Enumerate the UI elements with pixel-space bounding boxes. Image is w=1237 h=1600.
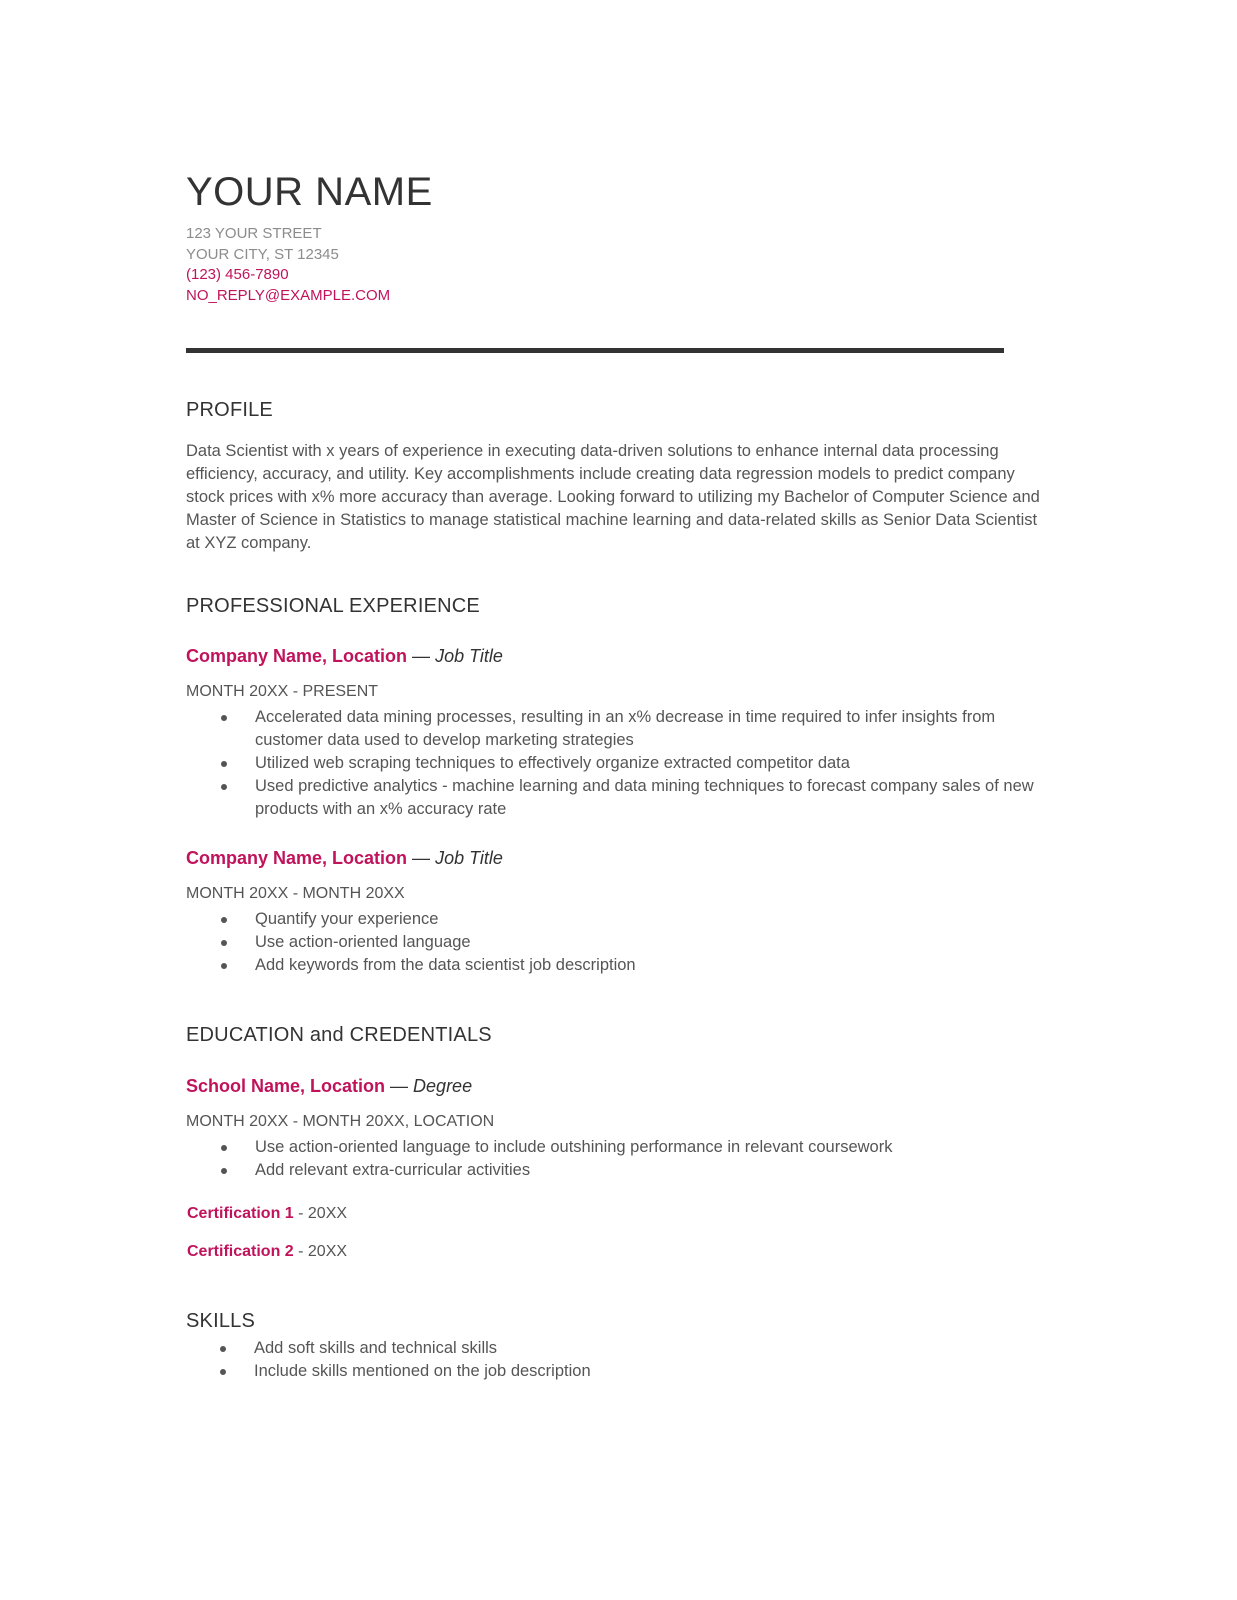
profile-summary: Data Scientist with x years of experience in executing data-driven solutions to enhance internal data processing efficiency, accuracy, and utility. Key accomplishments include creating data regression models to predict company stock prices with x% more accuracy than average. Looking forward to utilizing my Bachelor of Computer Science and Master of Science in Statistics to manage statistical machine learning and data-related skills as Senior Data Scientist at XYZ company. [186,442,1040,552]
list-item-text: Used predictive analytics - machine learning and data mining techniques to forecast company sales of new products with an x% accuracy rate [255,777,1034,818]
certification-1-year: - 20XX [293,1205,348,1222]
job-1-separator: — [407,646,436,666]
contact-street: 123 YOUR STREET [186,225,322,242]
certification-2 [187,1243,347,1261]
bullet-dot [220,1346,226,1352]
list-item-text: Utilized web scraping techniques to effectively organize extracted competitor data [255,754,850,772]
job-1-dates: MONTH 20XX - PRESENT [186,683,379,700]
school-separator: — [385,1076,414,1096]
school-dates: MONTH 20XX - MONTH 20XX, LOCATION [186,1113,495,1130]
skills-heading: SKILLS [186,1310,256,1332]
list-item [185,1337,1045,1360]
list-item [186,1159,1046,1182]
job-2-heading [186,848,503,869]
education-heading: EDUCATION and CREDENTIALS [186,1024,492,1046]
job-1-title: Job Title [435,646,503,666]
job-1-heading [186,646,503,667]
bullet-dot [221,715,227,721]
bullet-dot [221,940,227,946]
school-bullets [186,1136,1046,1182]
list-item [186,1136,1046,1159]
contact-city: YOUR CITY, ST 12345 [186,245,339,263]
bullet-dot [221,1168,227,1174]
bullet-dot [221,1145,227,1151]
bullet-dot [221,761,227,767]
job-2-dates: MONTH 20XX - MONTH 20XX [186,885,405,902]
list-item-text: Add soft skills and technical skills [254,1339,498,1357]
contact-phone: (123) 456-7890 [186,266,289,283]
list-item-text: Use action-oriented language [255,933,471,951]
job-1-company: Company Name, Location [186,646,408,666]
contact-email: NO_REPLY@EXAMPLE.COM [186,286,391,304]
bullet-dot [220,1369,226,1375]
skills-bullets [185,1337,1045,1383]
list-item [186,706,1046,752]
bullet-dot [221,963,227,969]
job-2-separator: — [407,848,436,868]
job-2-title: Job Title [435,848,503,868]
list-item-text: Add relevant extra-curricular activities [255,1161,531,1179]
list-item-text: Add keywords from the data scientist job description [255,956,636,974]
certification-2-year: - 20XX [293,1243,348,1260]
school-name: School Name, Location [186,1076,386,1096]
list-item [186,752,1046,775]
profile-heading: PROFILE [186,399,273,421]
resume-page [186,168,1046,1380]
list-item [185,1360,1045,1383]
bullet-dot [221,917,227,923]
certification-1 [187,1205,347,1223]
bullet-dot [221,784,227,790]
job-1-bullets [186,706,1046,821]
header-divider [186,348,1004,353]
school-degree: Degree [413,1076,473,1096]
resume-name: YOUR NAME [186,170,433,214]
certification-2-name: Certification 2 [187,1243,294,1260]
list-item-text: Use action-oriented language to include outshining performance in relevant coursework [255,1138,893,1156]
experience-heading: PROFESSIONAL EXPERIENCE [186,595,480,617]
list-item-text: Accelerated data mining processes, resulting in an x% decrease in time required to infer insights from customer data used to develop marketing strategies [255,708,996,749]
list-item-text: Include skills mentioned on the job description [254,1362,591,1380]
list-item [186,908,1046,931]
list-item [186,931,1046,954]
certification-1-name: Certification 1 [187,1205,294,1222]
list-item-text: Quantify your experience [255,910,439,928]
job-2-company: Company Name, Location [186,848,408,868]
school-heading [186,1076,472,1097]
list-item [186,954,1046,977]
contact-block [186,224,1046,306]
list-item [186,775,1046,821]
job-2-bullets [186,908,1046,977]
